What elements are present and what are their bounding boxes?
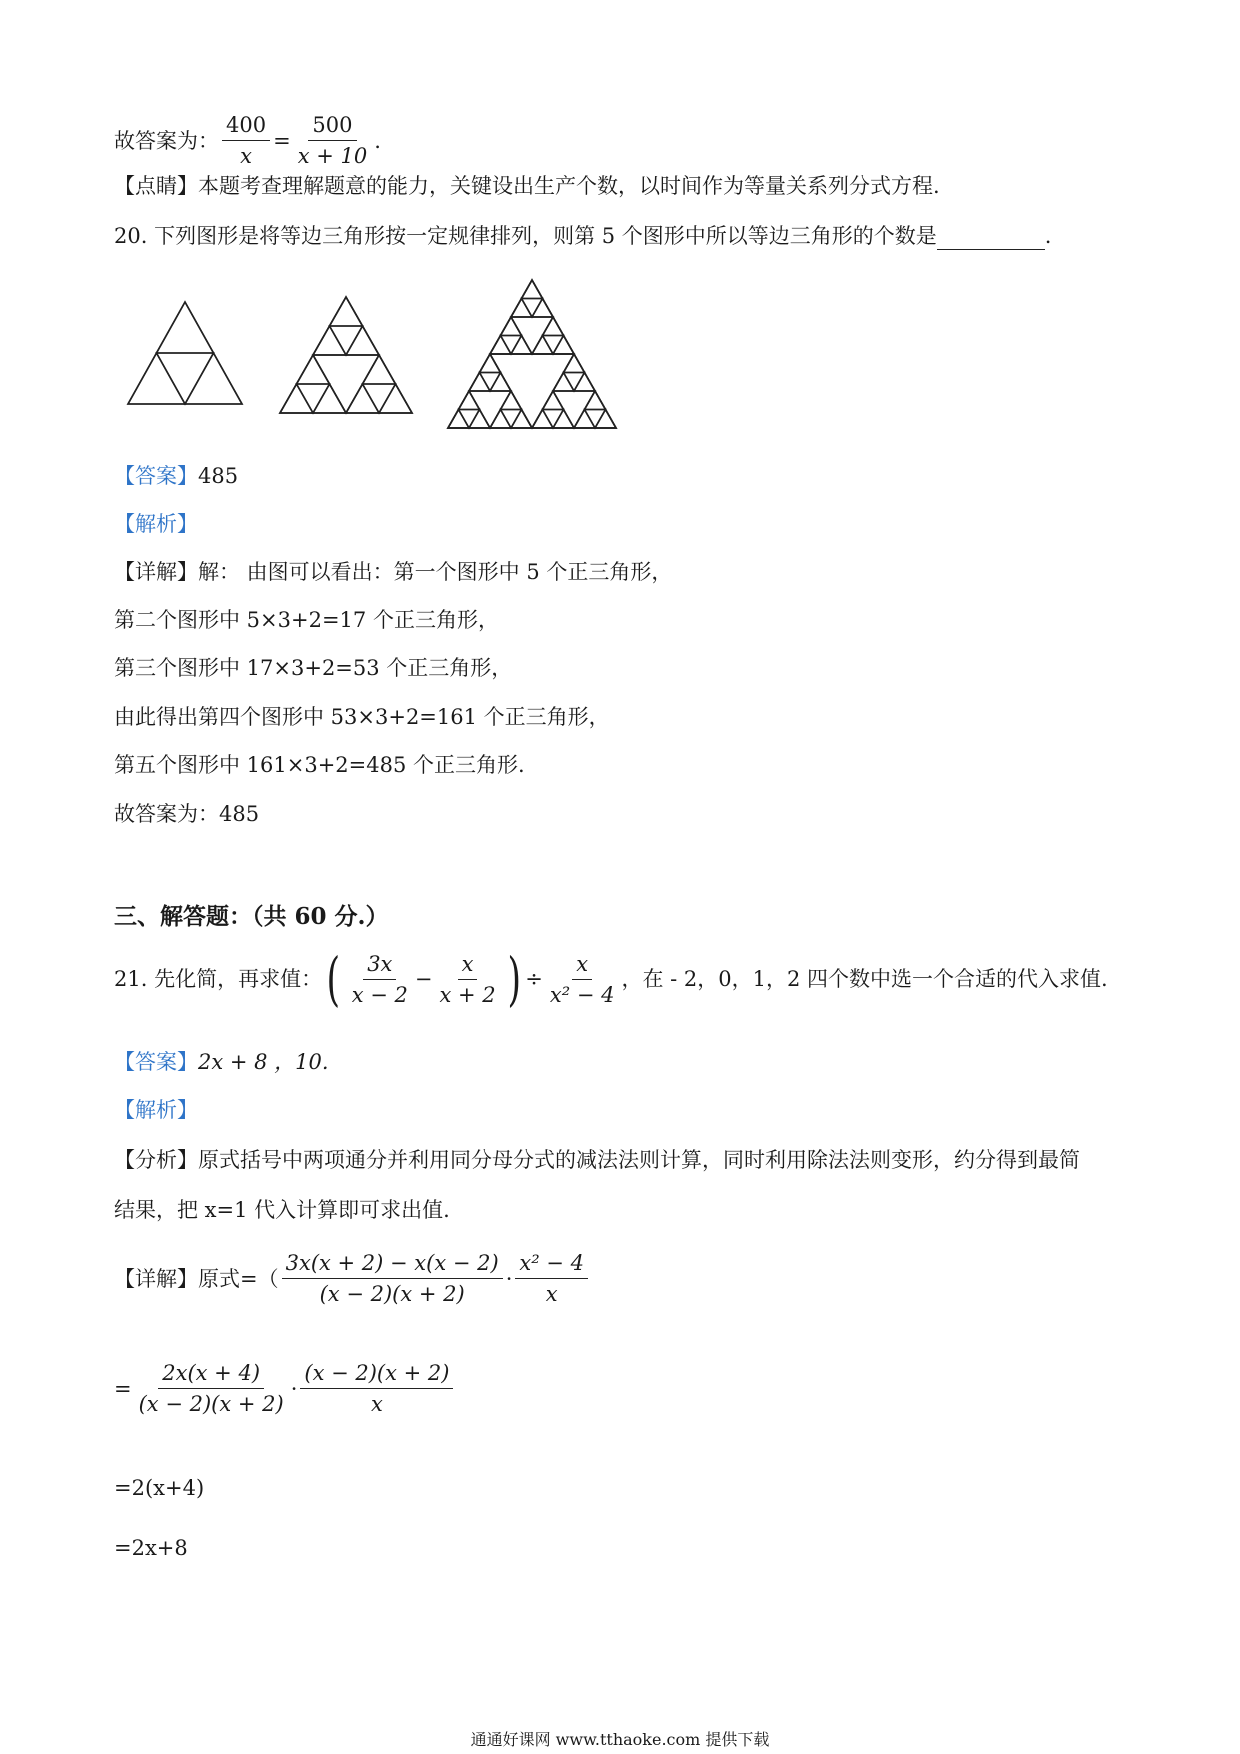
triangle bbox=[511, 410, 532, 429]
equals-sign: = bbox=[114, 1376, 132, 1401]
triangle bbox=[459, 391, 480, 410]
answer-blank bbox=[937, 229, 1045, 250]
comment-line bbox=[114, 172, 940, 200]
q20-line-5: 第五个图形中 161×3+2=485 个正三角形. bbox=[114, 753, 525, 777]
triangle bbox=[543, 336, 564, 355]
question-period: . bbox=[1044, 224, 1052, 248]
triangle bbox=[330, 326, 363, 355]
q20-detail-line bbox=[114, 558, 672, 586]
detail-tag: 【详解】 bbox=[114, 1266, 198, 1291]
triangle bbox=[553, 336, 574, 355]
triangle bbox=[128, 353, 185, 404]
triangle bbox=[469, 410, 490, 429]
answer-value: 485 bbox=[198, 464, 239, 488]
right-paren: ) bbox=[507, 945, 521, 1013]
triangle bbox=[585, 391, 606, 410]
detail-tag: 【详解】 bbox=[114, 560, 198, 584]
numerator: x bbox=[572, 951, 592, 980]
denominator: x² − 4 bbox=[549, 982, 615, 1007]
triangle bbox=[522, 299, 543, 318]
denominator: x + 2 bbox=[439, 982, 496, 1007]
numerator: x² − 4 bbox=[515, 1250, 588, 1279]
denominator: x + 10 bbox=[297, 144, 368, 168]
q21-question bbox=[114, 945, 1108, 1013]
detail-step-2 bbox=[114, 1360, 456, 1417]
triangle bbox=[564, 373, 585, 392]
triangle bbox=[313, 384, 346, 413]
triangle bbox=[313, 326, 346, 355]
q20-question-text: 20. 下列图形是将等边三角形按一定规律排列，则第 5 个图形中所以等边三角形的个数是 bbox=[114, 224, 937, 248]
detail-prefix: 原式=（ bbox=[198, 1266, 279, 1291]
minus-sign: − bbox=[414, 967, 433, 991]
comment-tag: 【点睛】 bbox=[114, 174, 198, 198]
numerator: x bbox=[458, 951, 478, 980]
q20-question bbox=[114, 222, 1051, 250]
analysis-tag: 【解析】 bbox=[114, 512, 198, 536]
triangle bbox=[157, 302, 214, 353]
triangle bbox=[564, 354, 585, 373]
analysis-tag: 【解析】 bbox=[114, 1098, 198, 1122]
answer-tag: 【答案】 bbox=[114, 1050, 198, 1074]
fraction-500-over-x-plus-10 bbox=[294, 112, 372, 169]
q21-prefix: 21. 先化简，再求值： bbox=[114, 967, 323, 991]
triangle bbox=[490, 410, 511, 429]
fenxi-line-2: 结果，把 x=1 代入计算即可求出值. bbox=[114, 1198, 450, 1222]
triangle bbox=[490, 373, 511, 392]
fraction-step1-b bbox=[515, 1250, 588, 1307]
denominator: x − 2 bbox=[351, 982, 408, 1007]
triangle bbox=[543, 317, 564, 336]
dot-operator: · bbox=[505, 1266, 513, 1291]
triangle bbox=[595, 410, 616, 429]
triangle bbox=[585, 410, 606, 429]
section-title: 三、解答题：（共 60 分.） bbox=[114, 903, 389, 930]
fraction-step2-a bbox=[135, 1360, 288, 1417]
triangle bbox=[501, 336, 522, 355]
triangle bbox=[346, 384, 379, 413]
equals-sign: = bbox=[273, 128, 291, 153]
fenxi-line-1 bbox=[114, 1146, 1080, 1174]
triangle bbox=[501, 317, 522, 336]
triangle bbox=[480, 373, 501, 392]
numerator: 3x bbox=[363, 951, 396, 980]
fraction-400-over-x bbox=[222, 112, 270, 169]
triangle bbox=[574, 373, 595, 392]
comment-text: 本题考查理解题意的能力，关键设出生产个数，以时间作为等量关系列分式方程. bbox=[198, 174, 940, 198]
triangle bbox=[501, 391, 522, 410]
denominator: (x − 2)(x + 2) bbox=[319, 1282, 465, 1306]
triangle bbox=[574, 410, 595, 429]
triangle bbox=[280, 384, 313, 413]
answer-tag: 【答案】 bbox=[114, 464, 198, 488]
triangle bbox=[469, 373, 490, 392]
detail-step-1 bbox=[114, 1250, 591, 1307]
triangle bbox=[480, 354, 501, 373]
fraction-step2-b bbox=[300, 1360, 453, 1417]
detail-step-3: =2(x+4) bbox=[114, 1476, 205, 1500]
triangle bbox=[459, 410, 480, 429]
q20-final-answer: 故答案为：485 bbox=[114, 802, 260, 826]
fraction-x-over-x2-minus-4 bbox=[546, 951, 619, 1008]
denominator: x bbox=[370, 1392, 383, 1416]
triangle bbox=[490, 336, 511, 355]
triangle bbox=[511, 336, 532, 355]
denominator: x bbox=[240, 144, 252, 168]
fraction-3x-over-x-minus-2 bbox=[348, 951, 412, 1008]
prev-answer-line bbox=[114, 112, 381, 169]
left-paren: ( bbox=[326, 945, 341, 1013]
triangle bbox=[522, 280, 543, 299]
triangle bbox=[379, 384, 412, 413]
triangle bbox=[330, 297, 363, 326]
triangle bbox=[532, 299, 553, 318]
period: . bbox=[374, 128, 381, 153]
detail-step-4: =2x+8 bbox=[114, 1536, 188, 1560]
triangle bbox=[297, 355, 330, 384]
dot-operator: · bbox=[290, 1376, 298, 1401]
q21-answer-line bbox=[114, 1048, 329, 1076]
triangle bbox=[511, 299, 532, 318]
figure-3-triangle bbox=[446, 278, 618, 430]
triangle bbox=[185, 353, 242, 404]
q20-answer-line bbox=[114, 462, 238, 490]
fenxi-text: 原式括号中两项通分并利用同分母分式的减法法则计算，同时利用除法法则变形，约分得到最简 bbox=[198, 1148, 1080, 1172]
numerator: 400 bbox=[222, 112, 270, 141]
q20-line-2: 第二个图形中 5×3+2=17 个正三角形， bbox=[114, 608, 499, 632]
footer-text: 通通好课网 www.tthaoke.com 提供下载 bbox=[470, 1730, 770, 1749]
triangle bbox=[501, 410, 522, 429]
triangle bbox=[543, 410, 564, 429]
triangle bbox=[448, 410, 469, 429]
numerator: 2x(x + 4) bbox=[158, 1360, 264, 1389]
triangle bbox=[297, 384, 330, 413]
triangle bbox=[363, 384, 396, 413]
triangle bbox=[363, 355, 396, 384]
numerator: 500 bbox=[308, 112, 356, 141]
triangle bbox=[532, 336, 553, 355]
triangle bbox=[553, 373, 574, 392]
triangle bbox=[553, 410, 574, 429]
figure-2-triangle bbox=[278, 295, 414, 415]
denominator: x bbox=[545, 1282, 558, 1306]
fraction-x-over-x-plus-2 bbox=[435, 951, 499, 1008]
denominator: (x − 2)(x + 2) bbox=[138, 1392, 284, 1416]
q20-line-3: 第三个图形中 17×3+2=53 个正三角形， bbox=[114, 656, 513, 680]
detail-text: 解： 由图可以看出：第一个图形中 5 个正三角形， bbox=[198, 560, 673, 584]
divide-sign: ÷ bbox=[525, 967, 543, 991]
answer-value: 2x + 8 ，10. bbox=[198, 1050, 329, 1074]
q21-suffix: ，在 - 2，0，1，2 四个数中选一个合适的代入求值. bbox=[621, 967, 1108, 991]
numerator: 3x(x + 2) − x(x − 2) bbox=[282, 1250, 503, 1279]
numerator: (x − 2)(x + 2) bbox=[300, 1360, 453, 1389]
triangle bbox=[543, 391, 564, 410]
fraction-step1-a bbox=[282, 1250, 503, 1307]
q20-line-4: 由此得出第四个图形中 53×3+2=161 个正三角形， bbox=[114, 705, 610, 729]
triangle bbox=[346, 326, 379, 355]
triangle bbox=[532, 410, 553, 429]
fenxi-tag: 【分析】 bbox=[114, 1148, 198, 1172]
answer-prefix: 故答案为： bbox=[114, 128, 219, 153]
triangle bbox=[157, 353, 214, 404]
figure-1-triangle bbox=[126, 300, 244, 406]
